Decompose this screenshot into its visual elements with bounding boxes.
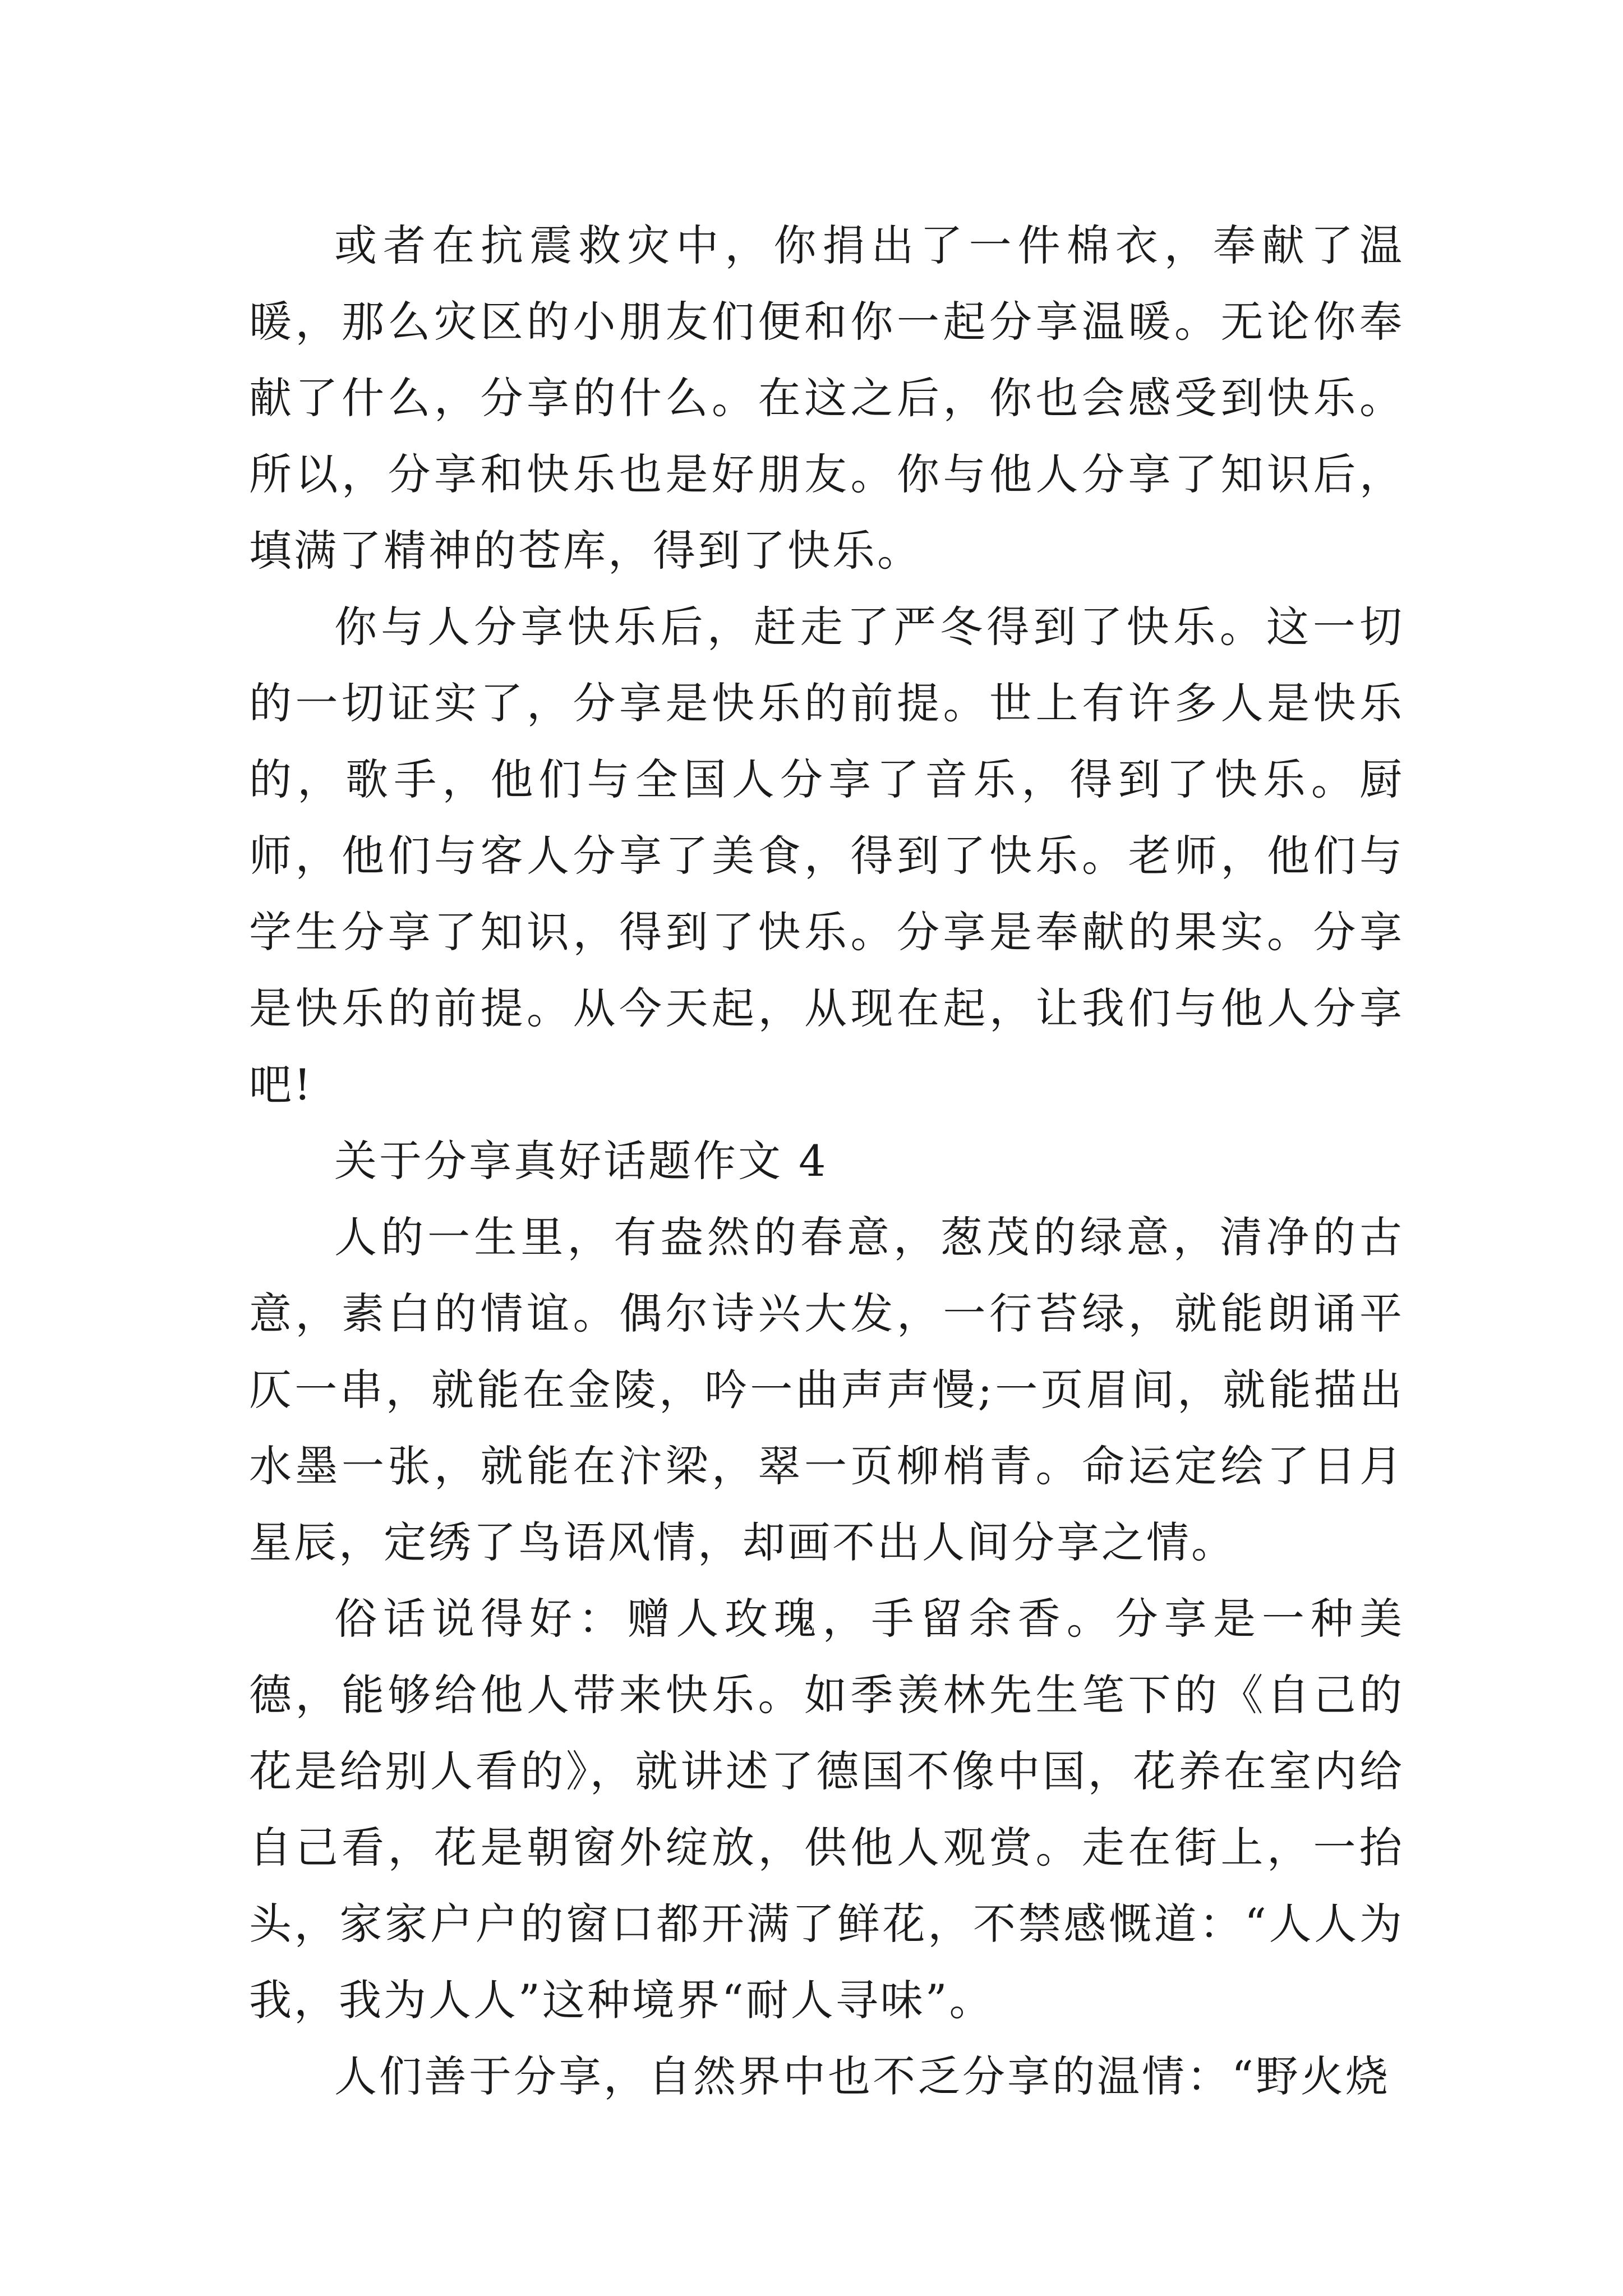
paragraph-3: 人的一生里，有盎然的春意，葱茂的绿意，清净的古意，素白的情谊。偶尔诗兴大发，一行苔绿，就能朗诵平仄一串，就能在金陵，吟一曲声声慢;一页眉间，就能描出水墨一张，就能在汴梁，翠一页柳梢青。命运定绘了日月星辰，定绣了鸟语风情，却画不出人间分享之情。 (249, 1212, 1404, 1567)
essay-heading: 关于分享真好话题作文 4 (334, 1136, 828, 1186)
document-body (249, 208, 1404, 2115)
paragraph-4: 俗话说得好：赠人玫瑰，手留余香。分享是一种美德，能够给他人带来快乐。如季羡林先生笔下的《自己的花是给别人看的》，就讲述了德国不像中国，花养在室内给自己看，花是朝窗外绽放，供他人观赏。走在街上，一抬头，家家户户的窗口都开满了鲜花，不禁感慨道：“人人为我，我为人人”这种境界“耐人寻味”。 (249, 1594, 1404, 2025)
paragraph-1: 或者在抗震救灾中，你捐出了一件棉衣，奉献了温暖，那么灾区的小朋友们便和你一起分享温暖。无论你奉献了什么，分享的什么。在这之后，你也会感受到快乐。所以，分享和快乐也是好朋友。你与他人分享了知识后，填满了精神的苍库，得到了快乐。 (249, 220, 1404, 576)
paragraph-2: 你与人分享快乐后，赶走了严冬得到了快乐。这一切的一切证实了，分享是快乐的前提。世上有许多人是快乐的，歌手，他们与全国人分享了音乐，得到了快乐。厨师，他们与客人分享了美食，得到了快乐。老师，他们与学生分享了知识，得到了快乐。分享是奉献的果实。分享是快乐的前提。从今天起，从现在起，让我们与他人分享吧! (249, 602, 1404, 1110)
paragraph-5: 人们善于分享，自然界中也不乏分享的温情：“野火烧 (334, 2051, 1390, 2101)
